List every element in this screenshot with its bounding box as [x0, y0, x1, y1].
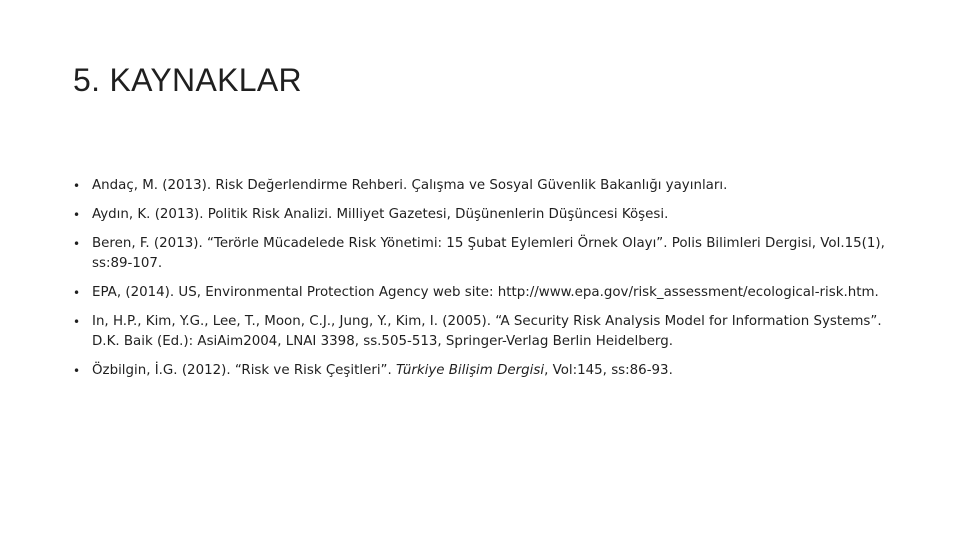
- reference-text: In, H.P., Kim, Y.G., Lee, T., Moon, C.J., Jung, Y., Kim, I. (2005). “A Security Risk Analysis Model for Information Systems”. D.K. Baik (Ed.): AsiAim2004, LNAI 3398, ss.505-513, Springer-Verlag Berlin Heidelberg.: [92, 314, 882, 349]
- list-item: [73, 312, 893, 352]
- bullet-icon: •: [73, 286, 81, 300]
- list-item: [73, 361, 893, 381]
- list-item: [73, 176, 893, 196]
- list-item: [73, 283, 893, 303]
- journal-title: Türkiye Bilişim Dergisi: [396, 363, 545, 378]
- reference-text: Beren, F. (2013). “Terörle Mücadelede Risk Yönetimi: 15 Şubat Eylemleri Örnek Olayı”. Polis Bilimleri Dergisi, Vol.15(1), ss:89-107.: [92, 236, 885, 271]
- list-item: [73, 234, 893, 274]
- bullet-icon: •: [73, 364, 81, 378]
- reference-text-start: Özbilgin, İ.G. (2012). “Risk ve Risk Çeşitleri”.: [92, 363, 397, 378]
- bullet-icon: •: [73, 179, 81, 193]
- reference-text: EPA, (2014). US, Environmental Protection Agency web site: http://www.epa.gov/risk_assessment/ecological-risk.htm.: [92, 285, 879, 300]
- reference-text: Andaç, M. (2013). Risk Değerlendirme Rehberi. Çalışma ve Sosyal Güvenlik Bakanlığı yayınları.: [92, 178, 728, 193]
- reference-list: [73, 176, 893, 390]
- bullet-icon: •: [73, 237, 81, 251]
- bullet-icon: •: [73, 315, 81, 329]
- reference-text-end: , Vol:145, ss:86-93.: [544, 363, 673, 378]
- reference-text: Aydın, K. (2013). Politik Risk Analizi. Milliyet Gazetesi, Düşünenlerin Düşüncesi Köşesi.: [92, 207, 669, 222]
- bullet-icon: •: [73, 208, 81, 222]
- page-title: 5. KAYNAKLAR: [73, 62, 302, 98]
- list-item: [73, 205, 893, 225]
